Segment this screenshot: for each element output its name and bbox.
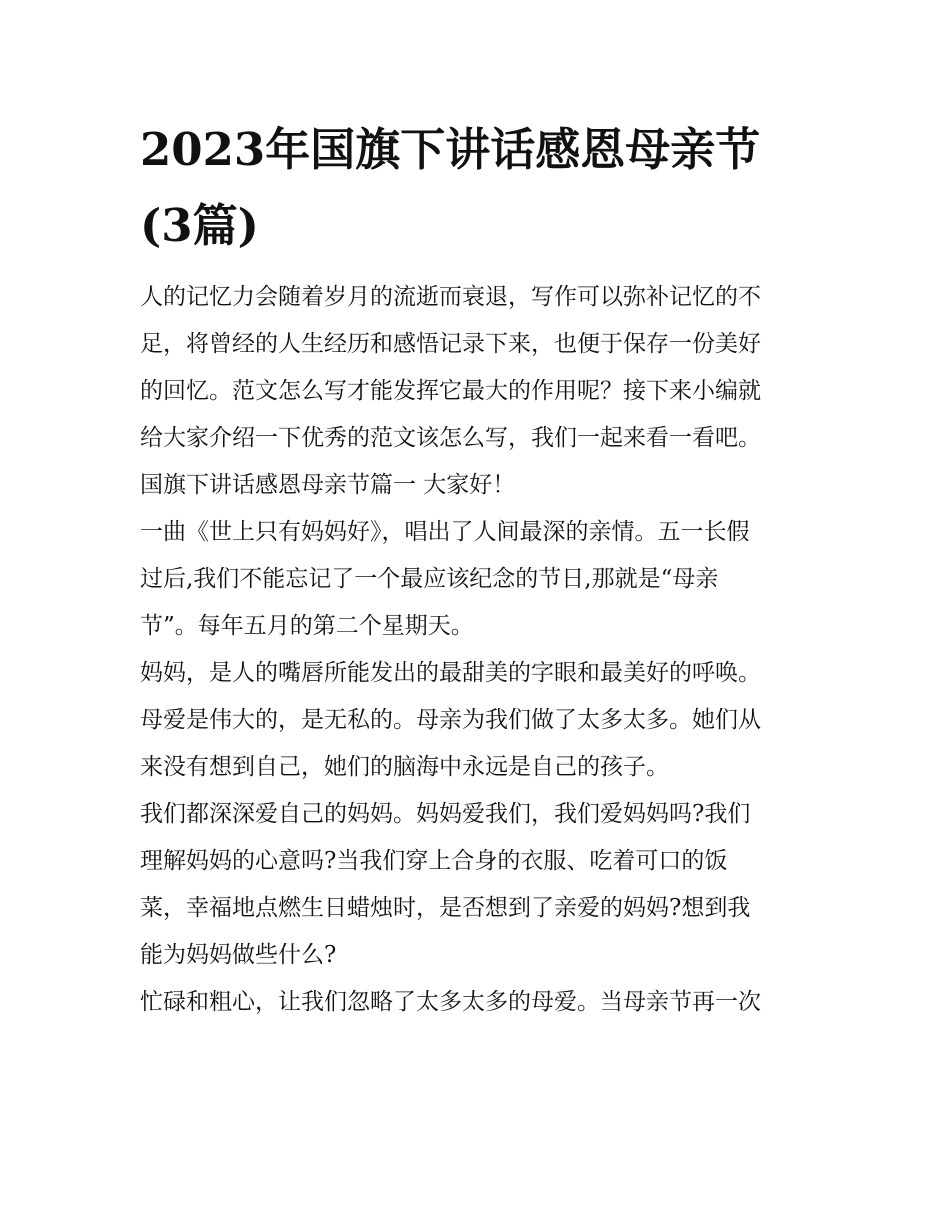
title-line: 2023年国旗下讲话感恩母亲节 <box>140 123 761 176</box>
paragraph-line: 来没有想到自己，她们的脑海中永远是自己的孩子。 <box>140 754 669 780</box>
paragraph-line: 人的记忆力会随着岁月的流逝而衰退，写作可以弥补记忆的不 <box>140 284 761 310</box>
paragraph-line: 我们都深深爱自己的妈妈。妈妈爱我们，我们爱妈妈吗?我们 <box>140 801 751 827</box>
paragraph-line: 菜，幸福地点燃生日蜡烛时，是否想到了亲爱的妈妈?想到我 <box>140 895 751 921</box>
paragraph-line: 能为妈妈做些什么? <box>140 942 337 968</box>
paragraph-line: 足，将曾经的人生经历和感悟记录下来，也便于保存一份美好 <box>140 331 761 357</box>
paragraph-line: 过后,我们不能忘记了一个最应该纪念的节日,那就是“母亲 <box>140 566 719 592</box>
paragraph-line: 给大家介绍一下优秀的范文该怎么写，我们一起来看一看吧。 <box>140 425 761 451</box>
paragraph-line: 妈妈，是人的嘴唇所能发出的最甜美的字眼和最美好的呼唤。 <box>140 660 761 686</box>
paragraph-line: 一曲《世上只有妈妈好》，唱出了人间最深的亲情。五一长假 <box>140 519 750 545</box>
paragraph-line: 母爱是伟大的，是无私的。母亲为我们做了太多太多。她们从 <box>140 707 761 733</box>
paragraph-line: 理解妈妈的心意吗?当我们穿上合身的衣服、吃着可口的饭 <box>140 848 728 874</box>
paragraph-line: 忙碌和粗心，让我们忽略了太多太多的母爱。当母亲节再一次 <box>140 989 761 1015</box>
section-heading-line: 国旗下讲话感恩母亲节篇一 大家好！ <box>140 472 516 498</box>
title-line: (3篇) <box>140 199 259 252</box>
document-title <box>140 112 820 264</box>
paragraph-line: 节”。每年五月的第二个星期天。 <box>140 613 474 639</box>
paragraph-line: 的回忆。范文怎么写才能发挥它最大的作用呢？接下来小编就 <box>140 378 761 404</box>
document-body <box>140 274 820 1026</box>
document-page <box>140 112 820 1026</box>
